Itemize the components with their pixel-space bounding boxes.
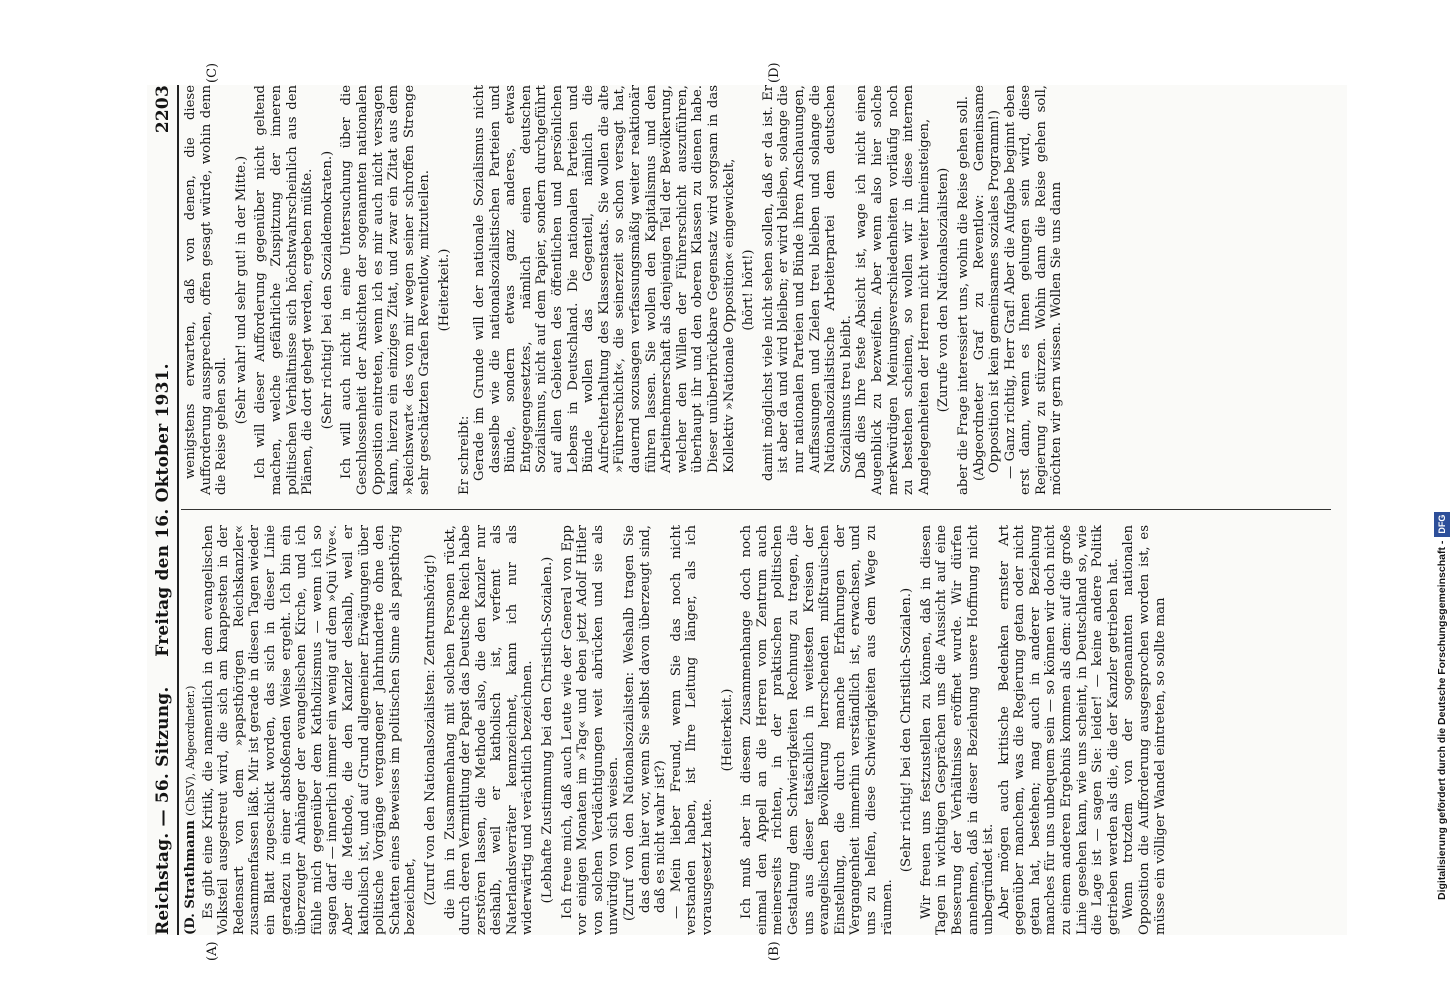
speaker-role: (ChSV), Abgeordneter.) <box>184 685 197 816</box>
interjection: (Sehr richtig! bei den Christlich-Sozialen.) <box>899 587 915 873</box>
margin-mark-b: (B) <box>767 941 782 961</box>
interjection: (Zuruf von den Nationalsozialisten: Zentrumshörig!) <box>422 554 438 906</box>
speaker-name: (D. Strathmann <box>183 820 198 935</box>
left-column <box>183 525 1333 935</box>
right-column <box>183 85 1333 495</box>
paragraph: Wenn trotzdem von der sogenannten nationalen Opposition die Aufforderung ausgesprochen worden ist, es müsse ein völliger Wandel eintreten, so sollte man <box>1121 525 1168 935</box>
funding-text: Digitalisierung gefördert durch die Deutsche Forschungsgemeinschaft - <box>1436 540 1448 900</box>
paragraph: — Ganz richtig, Herr Graf! Aber die Aufgabe beginnt eben erst dann, wenn es Ihnen gelungen sein wird, diese Regierung zu stürzen. Wohin dann die Reise gehen soll, möchten wir gern wissen. Wollen Sie uns dann <box>1002 85 1065 495</box>
paragraph: Aber mögen auch kritische Bedenken ernster Art gegenüber manchem, was die Regierung getan oder nicht getan hat, bestehen; mag auch in anderer Beziehung manches für uns unbequem sein — so können wir doch nicht zu einem anderen Ergebnis kommen als dem: auf die große Linie gesehen kann, wie uns scheint, in Deutschland so, wie die Lage ist — sagen Sie: leider! — keine andere Politik getrieben werden als die, die der Kanzler getrieben hat. <box>996 525 1121 935</box>
paragraph: Ich muß aber in diesem Zusammenhange doch noch einmal den Appell an die Herren vom Zentrum auch meinerseits richten, in der praktischen politischen Gestaltung dem Schwierigkeiten Rechnung zu tragen, die uns aus dieser tatsächlich in weitesten Kreisen der evangelischen Bevölkerung herrschenden mißtrauischen Einstellung, die durch manche Erfahrungen der Vergangenheit immerhin verständlich ist, erwachsen, und uns zu helfen, diese Schwierigkeiten aus dem Wege zu räumen. <box>739 525 895 935</box>
speaker-line <box>183 525 199 935</box>
interjection: (Lebhafte Zustimmung bei den Christlich-Sozialen.) <box>540 556 556 904</box>
left-column-body <box>201 525 1169 935</box>
paragraph: Es gibt eine Kritik, die namentlich in dem evangelischen Volksteil ausgestreut wird, die sich am knappesten in der Redensart von dem »papsthörigen Reichskanzler« zusammenfassen läßt. Mir ist gerade in diesen Tagen wieder ein Blatt zugeschickt worden, das sich in dieser Linie geradezu in einer abstoßenden Weise ergeht. Ich bin ein überzeugter Anhänger der evangelischen Kirche, und ich fühle mich gegenüber dem Katholizismus — wenn ich so sagen darf — innerlich immer ein wenig auf dem »Qui Vive«. Aber die Methode, die den Kanzler deshalb, weil er katholisch ist, und auf Grund allgemeiner Erwägungen über politische Vorgänge vergangener Jahrhunderte ohne den Schatten eines Beweises im politischen Sinne als papsthörig bezeichnet, <box>200 525 419 935</box>
page-header <box>153 85 179 935</box>
interjection: (Heiterkeit.) <box>719 688 735 772</box>
indented-passage: (Zuruf von den Nationalsozialisten: Weshalb tragen Sie das denn hier vor, wenn Sie selbst davon überzeugt sind, daß es nicht wahr ist?) <box>622 525 669 921</box>
indented-passage: Gerade im Grunde will der nationale Sozialismus nicht dasselbe wie die nationalsozialistischen Parteien und Bünde, sondern etwas ganz anderes, etwas Entgegengesetztes, nämlich einen deutschen Sozialismus, nicht auf dem Papier, sondern durchgeführt auf allen Gebieten des öffentlichen und persönlichen Lebens in Deutschland. Die nationalen Parteien und Bünde wollen das Gegenteil, nämlich die Aufrechterhaltung des Klassenstaats. Sie wollen die alte »Führerschicht«, die seinerzeit so schon versagt hat, dauernd sozusagen verfassungsmäßig weiter reaktionär führen lassen. Sie wollen den Kapitalismus und den Arbeitnehmerschaft als denjenigen Teil der Bevölkerung, welcher den Willen der Führerschicht auszuführen, überhaupt ihr und den oberen Klassen zu dienen habe. Dieser unüberbrückbare Gegensatz wird sorgsam in das Kollektiv »Nationale Opposition« eingewickelt, <box>472 85 737 481</box>
paragraph: die ihn in Zusammenhang mit solchen Personen rückt, durch deren Vermittlung der Papst das Deutsche Reich habe zerstören lassen, die Methode also, die den Kanzler nur deshalb, weil er katholisch ist, verfemt als Naterlandsverräter kennzeichnet, kann ich nur als widerwärtig und verächtlich bezeichnen. <box>442 525 536 935</box>
margin-mark-c: (C) <box>205 62 220 83</box>
paragraph: Ich will auch nicht in eine Untersuchung über die Geschlossenheit der Ansichten der sogenannten nationalen Opposition eintreten, wenn ich es mir auch nicht versagen kann, hierzu ein einziges Zitat, und zwar ein Zitat aus dem »Reichswart« des von mir wegen seiner schroffen Strenge sehr geschätzten Grafen Reventlow, mitzuteilen. <box>339 85 433 495</box>
margin-mark-d: (D) <box>767 62 782 83</box>
dfg-logo: DFG <box>1434 512 1450 537</box>
paragraph: Ich will dieser Aufforderung gegenüber nicht geltend machen, welche gefährliche Zuspitzung der inneren politischen Verhältnisse sich höchstwahrscheinlich aus den Plänen, die dort gehegt werden, ergeben müßte. <box>253 85 316 495</box>
paragraph: aber die Frage interessiert uns, wohin die Reise gehen soll. <box>955 96 971 495</box>
interjection: (hört! hört!) <box>741 249 757 331</box>
interjection: (Heiterkeit.) <box>436 248 452 332</box>
scanned-page <box>147 62 1347 961</box>
column-divider <box>181 509 1331 510</box>
header-rule <box>177 85 179 935</box>
interjection: (Sehr richtig! bei den Sozialdemokraten.) <box>319 150 335 430</box>
interjection: (Sehr wahr! und sehr gut! in der Mitte.) <box>233 155 249 425</box>
paragraph: Daß dies Ihre feste Absicht ist, wage ich nicht einen Augenblick zu bezweifeln. Aber wenn also hier solche merkwürdigen Meinungsverschiedenheiten vorläufig noch zu bestehen scheinen, so wollen wir in diese internen Angelegenheiten der Herren nicht weiter hineinsteigen, <box>854 85 932 495</box>
interjection: (Zurufe von den Nationalsozialisten) <box>936 167 952 413</box>
margin-mark-a: (A) <box>205 941 220 961</box>
paragraph: wenigstens erwarten, daß von denen, die diese Aufforderung aussprechen, offen gesagt würde, wohin denn die Reise gehen soll. <box>183 85 230 495</box>
paragraph: Wir freuen uns festzustellen zu können, daß in diesen Tagen in wichtigen Gesprächen uns die Aussicht auf eine Besserung der Verhältnisse eröffnet wurde. Wir dürfen annehmen, daß in dieser Beziehung unsere Hoffnung nicht unbegründet ist. <box>918 525 997 935</box>
indented-passage: (Abgeordneter Graf zu Reventlow: Gemeinsame Opposition ist kein gemeinsames soziales Programm!) <box>971 85 1003 481</box>
page-number: 2203 <box>153 85 173 134</box>
paragraph: Er schreibt: <box>456 415 472 495</box>
header-left: Reichstag. — 56. Sitzung. <box>153 686 173 935</box>
paragraph: Ich freue mich, daß auch Leute wie der General von Epp vor einigen Monaten im »Tag« und eben jetzt Adolf Hitler von solchen Verdächtigungen weit abrücken und sie als unwürdig von sich weisen. <box>559 525 622 935</box>
indented-passage: damit möglichst viele nicht sehen sollen, daß er da ist. Er ist aber da und wird bleiben; er wird bleiben, solange die nur nationalen Parteien und Bünde ihren Anschauungen, Auffassungen und Zielen treu bleiben und solange die Nationalsozialistische Arbeiterpartei dem deutschen Sozialismus treu bleibt. <box>760 85 854 481</box>
funding-note <box>1434 0 1450 900</box>
funding-sidebar <box>1418 0 1448 1000</box>
header-date: Freitag den 16. Oktober 1931. <box>153 363 173 657</box>
right-column-body <box>183 85 1065 495</box>
paragraph: — Mein lieber Freund, wenn Sie das noch nicht verstanden haben, ist Ihre Leitung länger, als ich vorausgesetzt hatte. <box>668 525 715 935</box>
